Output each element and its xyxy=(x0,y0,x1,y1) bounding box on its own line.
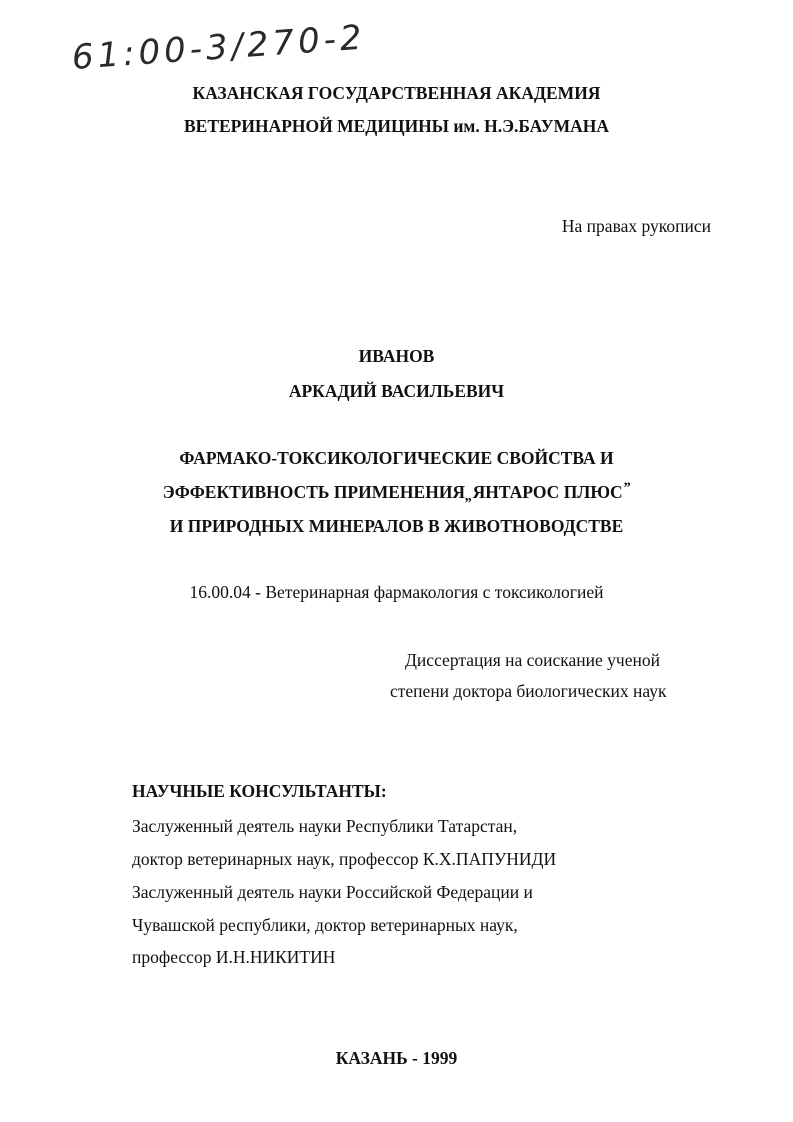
product-name: ЯНТАРОС ПЛЮС xyxy=(472,482,623,502)
consultants-heading: НАУЧНЫЕ КОНСУЛЬТАНТЫ: xyxy=(132,781,387,801)
dissertation-line-2: степени доктора биологических наук xyxy=(390,681,667,701)
title-line-2 xyxy=(0,481,793,505)
author-name: АРКАДИЙ ВАСИЛЬЕВИЧ xyxy=(288,381,505,401)
institution-line-2: ВЕТЕРИНАРНОЙ МЕДИЦИНЫ им. Н.Э.БАУМАНА xyxy=(183,116,610,136)
consultant-line-1: Заслуженный деятель науки Республики Татарстан, xyxy=(132,816,518,836)
title-line-1: ФАРМАКО-ТОКСИКОЛОГИЧЕСКИЕ СВОЙСТВА И xyxy=(179,448,614,468)
archive-mark: 61:00-3/270-2 xyxy=(70,17,367,78)
consultant-line-3: Заслуженный деятель науки Российской Федерации и xyxy=(132,882,533,902)
institution-line-1: КАЗАНСКАЯ ГОСУДАРСТВЕННАЯ АКАДЕМИЯ xyxy=(192,83,601,103)
consultant-line-5: профессор И.Н.НИКИТИН xyxy=(132,947,336,967)
dissertation-line-1: Диссертация на соискание ученой xyxy=(405,650,660,670)
title-line-3: И ПРИРОДНЫХ МИНЕРАЛОВ В ЖИВОТНОВОДСТВЕ xyxy=(169,516,624,536)
manuscript-note: На правах рукописи xyxy=(561,216,711,236)
specialty-code: 16.00.04 - Ветеринарная фармакология с токсикологией xyxy=(189,582,604,602)
consultant-line-4: Чувашской республики, доктор ветеринарных наук, xyxy=(132,915,518,935)
title-line-2-text: ЭФФЕКТИВНОСТЬ ПРИМЕНЕНИЯ xyxy=(162,482,466,502)
consultant-line-2: доктор ветеринарных наук, профессор К.Х.ПАПУНИДИ xyxy=(132,849,557,869)
open-quote: „ xyxy=(465,488,473,504)
close-quote: ” xyxy=(622,480,631,496)
city-year: КАЗАНЬ - 1999 xyxy=(335,1048,458,1068)
author-surname: ИВАНОВ xyxy=(358,346,435,366)
